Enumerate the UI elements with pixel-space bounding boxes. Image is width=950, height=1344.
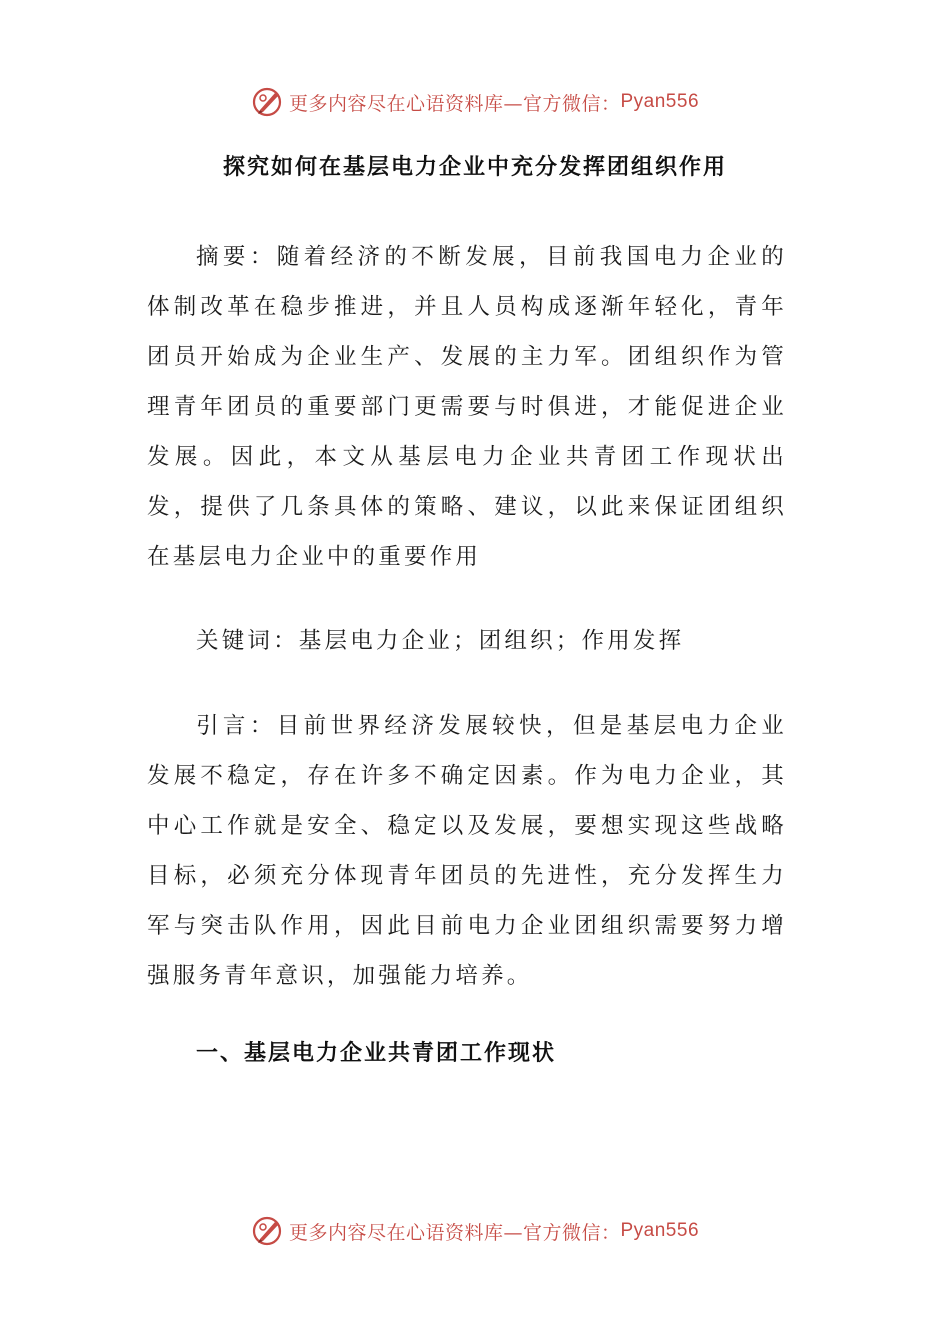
footer-banner (0, 1211, 950, 1251)
banner-wechat-id: Pyan556 (620, 1220, 700, 1241)
pen-circle-logo-icon (251, 1214, 285, 1248)
section-heading: 一、基层电力企业共青团工作现状 (196, 1041, 557, 1066)
banner-wechat-id: Pyan556 (620, 91, 700, 112)
banner-text: 更多内容尽在心语资料库—官方微信： (288, 1221, 621, 1244)
keywords-paragraph: 关键词：基层电力企业；团组织；作用发挥 (196, 628, 685, 654)
header-banner (0, 82, 950, 122)
abstract-paragraph: 摘要：随着经济的不断发展，目前我国电力企业的体制改革在稳步推进，并且人员构成逐渐年轻化，青年团员开始成为企业生产、发展的主力军。团组织作为管理青年团员的重要部门更需要与时俱进，才能促进企业发展。因此，本文从基层电力企业共青团工作现状出发，提供了几条具体的策略、建议，以此来保证团组织在基层电力企业中的重要作用 (147, 244, 787, 570)
intro-paragraph: 引言：目前世界经济发展较快，但是基层电力企业发展不稳定，存在许多不确定因素。作为电力企业，其中心工作就是安全、稳定以及发展，要想实现这些战略目标，必须充分体现青年团员的先进性，充分发挥生力军与突击队作用，因此目前电力企业团组织需要努力增强服务青年意识，加强能力培养。 (147, 713, 787, 989)
pen-circle-logo-icon (251, 85, 285, 119)
document-title: 探究如何在基层电力企业中充分发挥团组织作用 (222, 155, 727, 180)
banner-text: 更多内容尽在心语资料库—官方微信： (288, 92, 621, 115)
